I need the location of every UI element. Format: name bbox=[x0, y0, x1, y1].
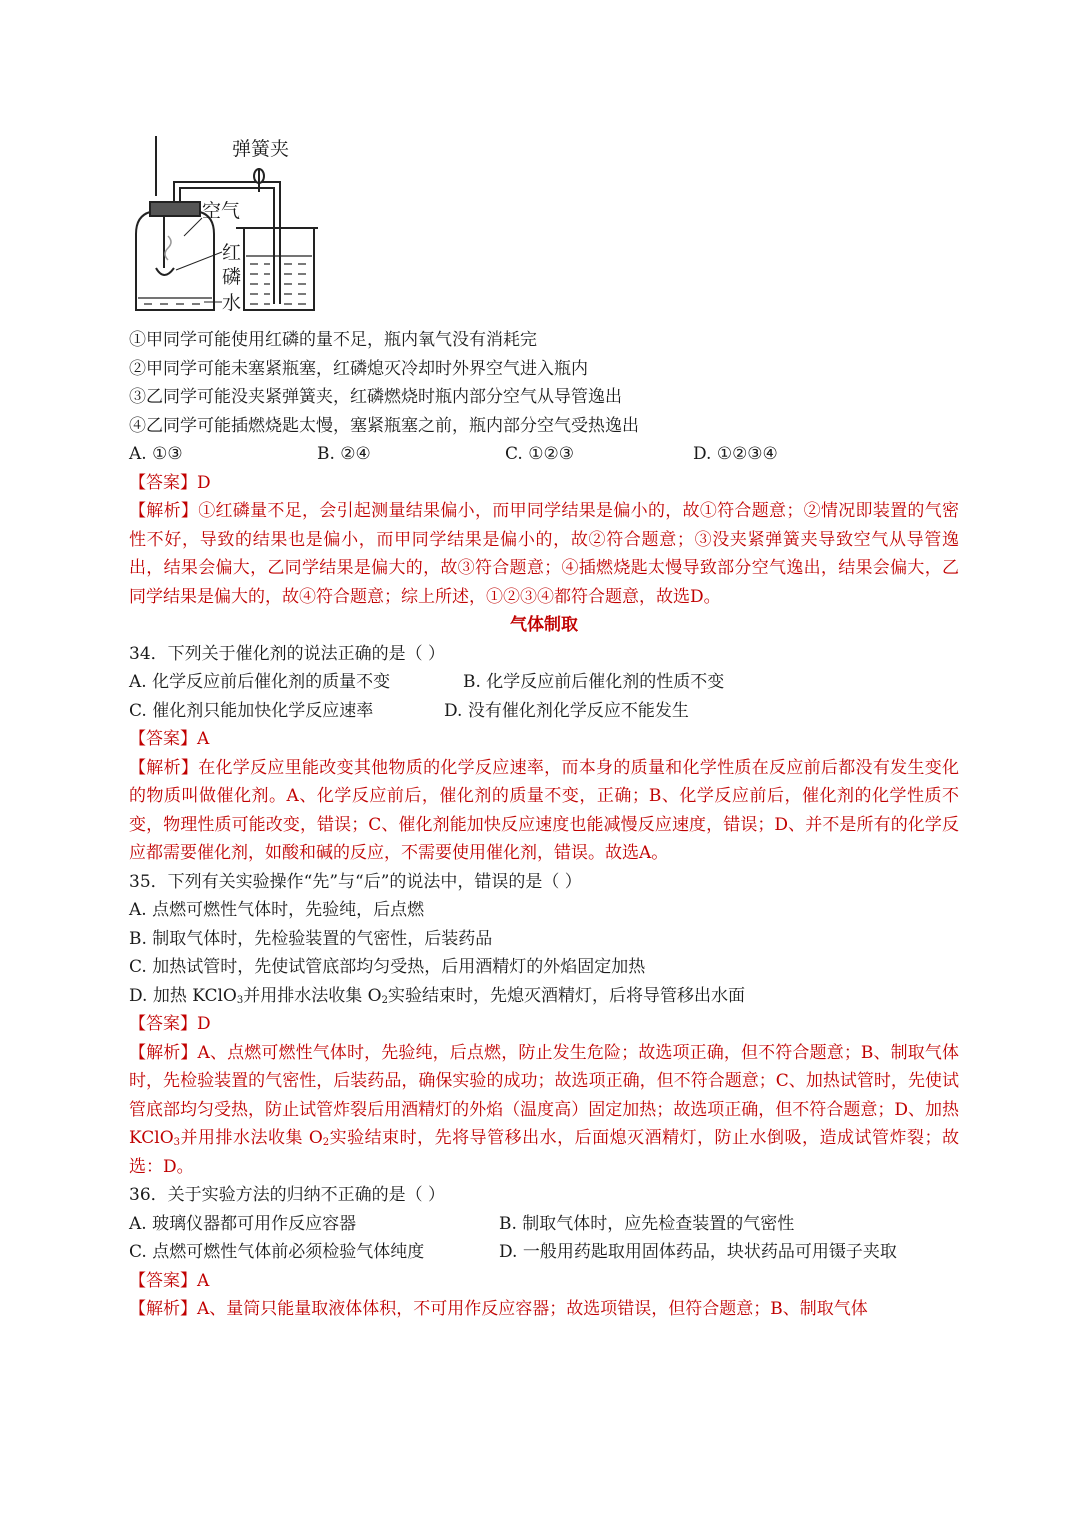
label-phosphorus-2: 磷 bbox=[222, 266, 242, 288]
analysis-tag: 【解析】 bbox=[129, 757, 199, 778]
q34-option-c: C. 催化剂只能加快化学反应速率 bbox=[129, 700, 374, 721]
q34-answer bbox=[129, 725, 959, 754]
q34-option-b: B. 化学反应前后催化剂的性质不变 bbox=[463, 672, 725, 692]
q33-item-4: ④乙同学可能插燃烧匙太慢，塞紧瓶塞之前，瓶内部分空气受热逸出 bbox=[129, 415, 639, 436]
answer-value: A bbox=[197, 729, 210, 749]
answer-tag: 【答案】 bbox=[129, 729, 197, 749]
q35-option-c: C. 加热试管时，先使试管底部均匀受热，后用酒精灯的外焰固定加热 bbox=[129, 957, 646, 977]
q36-options-row-1 bbox=[129, 1210, 959, 1239]
document-body bbox=[129, 326, 959, 1324]
q35-answer bbox=[129, 1010, 959, 1039]
q36-option-d: D. 一般用药匙取用固体药品，块状药品可用镊子夹取 bbox=[499, 1242, 897, 1262]
analysis-tag: 【解析】 bbox=[129, 1042, 198, 1063]
subscript-2: 2 bbox=[322, 1137, 330, 1148]
q34-options-row-2 bbox=[129, 697, 959, 726]
q33-item-3: ③乙同学可能没夹紧弹簧夹，红磷燃烧时瓶内部分空气从导管逸出 bbox=[129, 387, 622, 407]
analysis-tag: 【解析】 bbox=[129, 1299, 197, 1319]
q36-option-a: A. 玻璃仪器都可用作反应容器 bbox=[129, 1213, 357, 1234]
section-title: 气体制取 bbox=[510, 615, 578, 635]
q35-stem: 35．下列有关实验操作“先”与“后”的说法中，错误的是（ ） bbox=[129, 871, 582, 892]
answer-value: D bbox=[197, 1014, 211, 1034]
answer-tag: 【答案】 bbox=[129, 1014, 197, 1034]
label-air: 空气 bbox=[202, 200, 241, 222]
analysis-text: ①红磷量不足，会引起测量结果偏小，而甲同学结果是偏小的，故①符合题意；②情况即装置的气密性不好，导致的结果也是偏小，而甲同学结果是偏小的，故②符合题意；③没夹紧弹簧夹导致空气从导管逸出，结果会偏大，乙同学结果是偏大的，故③符合题意；④插燃烧匙太慢导致部分空气逸出，结果会偏大，乙同学结果是偏大的，故④符合题意；综上所述，①②③④都符合题意，故选D。 bbox=[129, 501, 960, 607]
q35-option-d-part3: 实验结束时，先熄灭酒精灯，后将导管移出水面 bbox=[387, 985, 745, 1006]
q35-option-b: B. 制取气体时，先检验装置的气密性，后装药品 bbox=[129, 928, 493, 949]
label-spring-clip: 弹簧夹 bbox=[232, 138, 290, 160]
q34-analysis bbox=[129, 754, 959, 868]
q36-stem: 36．关于实验方法的归纳不正确的是（ ） bbox=[129, 1185, 446, 1205]
q35-analysis bbox=[129, 1039, 959, 1182]
q36-option-b: B. 制取气体时，应先检查装置的气密性 bbox=[499, 1213, 795, 1234]
answer-tag: 【答案】 bbox=[129, 1270, 197, 1291]
beaker bbox=[236, 228, 318, 310]
q33-item-2: ②甲同学可能未塞紧瓶塞，红磷熄灭冷却时外界空气进入瓶内 bbox=[129, 358, 588, 379]
q36-options-row-2 bbox=[129, 1238, 959, 1267]
leader-lines bbox=[176, 218, 222, 302]
analysis-text: A、量筒只能量取液体体积，不可用作反应容器；故选项错误，但符合题意；B、制取气体 bbox=[197, 1299, 868, 1319]
subscript-3: 3 bbox=[173, 1137, 180, 1148]
q33-option-c: C. ①②③ bbox=[505, 444, 574, 464]
q33-option-a: A. ①③ bbox=[129, 444, 183, 464]
stopper bbox=[150, 202, 200, 216]
label-phosphorus-1: 红 bbox=[222, 242, 242, 264]
answer-value: D bbox=[197, 472, 211, 493]
q35-option-d-part1: D. 加热 KClO bbox=[129, 985, 237, 1006]
analysis-text-part3: 实验结束时，先将导管移出水，后面熄灭酒精灯，防止水倒吸，造成试管炸裂；故选：D。 bbox=[129, 1128, 959, 1177]
q33-option-b: B. ②④ bbox=[317, 444, 371, 464]
q35-option-d-part2: 并用排水法收集 O bbox=[243, 985, 382, 1006]
subscript-2: 2 bbox=[381, 994, 388, 1006]
q34-stem: 34．下列关于催化剂的说法正确的是（ ） bbox=[129, 643, 446, 664]
q34-option-d: D. 没有催化剂化学反应不能发生 bbox=[444, 700, 689, 721]
answer-value: A bbox=[197, 1270, 210, 1291]
combustion-spoon bbox=[156, 268, 174, 275]
bottle bbox=[136, 212, 214, 310]
q33-answer bbox=[129, 469, 959, 498]
q33-options bbox=[129, 440, 959, 469]
q33-option-d: D. ①②③④ bbox=[693, 444, 778, 464]
q33-item-1: ①甲同学可能使用红磷的量不足，瓶内氧气没有消耗完 bbox=[129, 330, 537, 350]
answer-tag: 【答案】 bbox=[129, 472, 197, 493]
analysis-tag: 【解析】 bbox=[129, 501, 199, 521]
label-water: 水 bbox=[222, 292, 242, 314]
q34-option-a: A. 化学反应前后催化剂的质量不变 bbox=[129, 672, 391, 692]
q36-analysis bbox=[129, 1295, 959, 1324]
q35-option-d bbox=[129, 982, 959, 1011]
bottle-water bbox=[138, 298, 212, 304]
q34-options-row-1 bbox=[129, 668, 959, 697]
q35-option-a: A. 点燃可燃性气体时，先验纯，后点燃 bbox=[129, 900, 425, 920]
experiment-diagram bbox=[128, 132, 318, 318]
apparatus-illustration bbox=[128, 132, 318, 318]
q36-answer bbox=[129, 1267, 959, 1296]
analysis-text-part1: A、点燃可燃性气体时，先验纯，后点燃，防止发生危险；故选项正确，但不符合题意；B、制取气体时，先检验装置的气密性，后装药品，确保实验的成功；故选项正确，但不符合题意；C、加热试管时，先使试管底部均匀受热，防止试管炸裂后用酒精灯的外焰（温度高）固定加热；故选项正确，但不符合题意；D、加热 KClO bbox=[129, 1042, 959, 1148]
q33-analysis bbox=[129, 497, 959, 611]
analysis-text: 在化学反应里能改变其他物质的化学反应速率，而本身的质量和化学性质在反应前后都没有发生变化的物质叫做催化剂。A、化学反应前后，催化剂的质量不变，正确；B、化学反应前后，催化剂的化学性质不变，物理性质可能改变，错误；C、催化剂能加快反应速度也能减慢反应速度，错误；D、并不是所有的化学反应都需要催化剂，如酸和碱的反应，不需要使用催化剂，错误。故选A。 bbox=[129, 757, 960, 863]
q36-option-c: C. 点燃可燃性气体前必须检验气体纯度 bbox=[129, 1242, 425, 1262]
analysis-text-part2: 并用排水法收集 O bbox=[180, 1128, 323, 1148]
subscript-3: 3 bbox=[236, 994, 244, 1006]
